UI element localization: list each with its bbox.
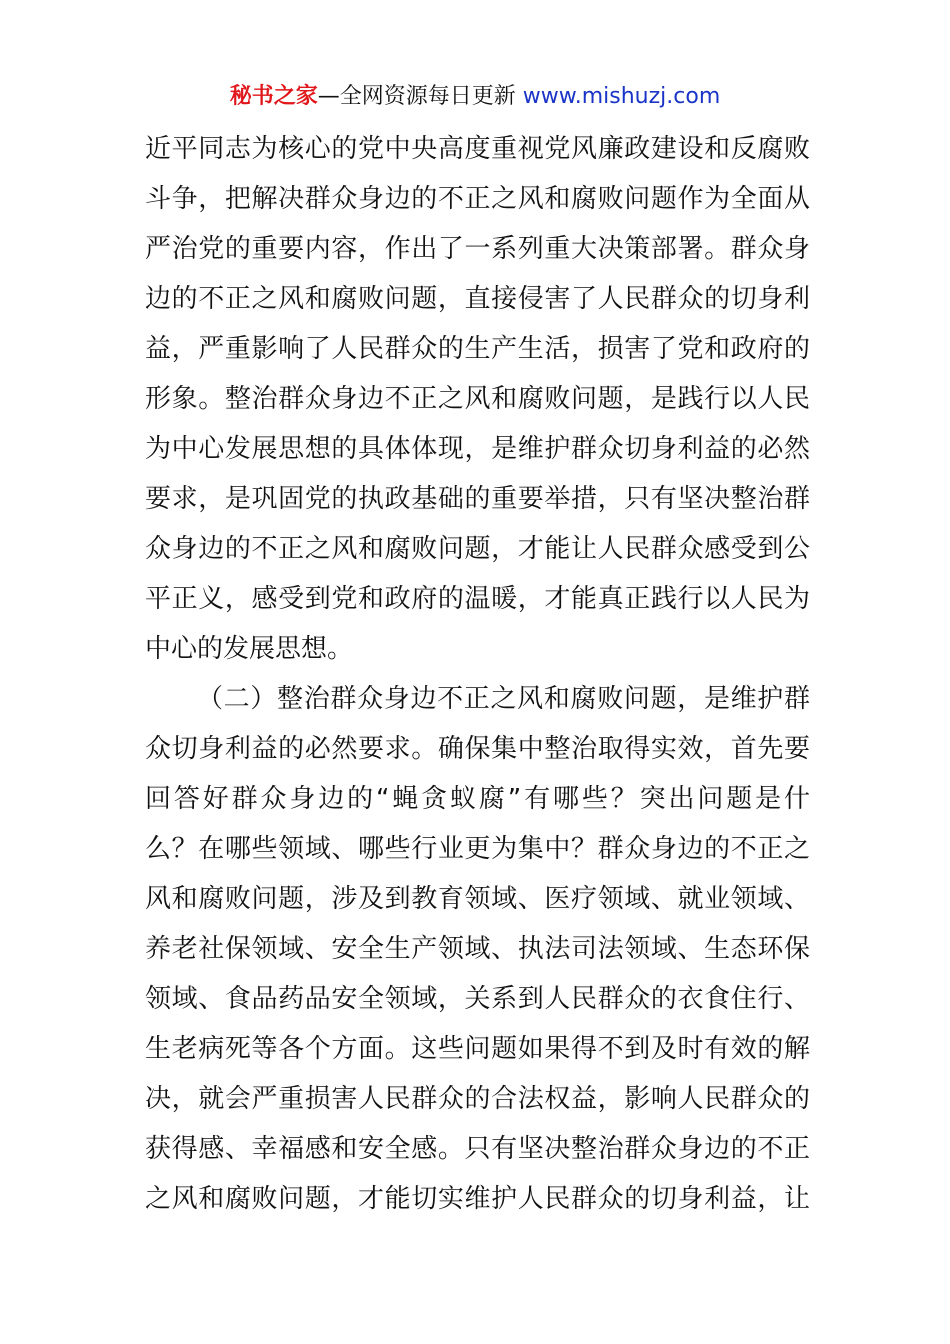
website-link[interactable]: www.mishuzj.com [522, 84, 721, 109]
text-line: 近平同志为核心的党中央高度重视党风廉政建设和反腐败 [145, 134, 810, 164]
text-line: 形象。整治群众身边不正之风和腐败问题，是践行以人民 [145, 384, 810, 414]
header-tagline: —全网资源每日更新 [317, 84, 516, 109]
text-line: 回答好群众身边的“蝇贪蚁腐”有哪些？突出问题是什 [145, 784, 810, 814]
text-line: 众切身利益的必然要求。确保集中整治取得实效，首先要 [145, 734, 810, 764]
text-line: 斗争，把解决群众身边的不正之风和腐败问题作为全面从 [145, 184, 810, 214]
text-line: 要求，是巩固党的执政基础的重要举措，只有坚决整治群 [145, 484, 810, 514]
text-line: 众身边的不正之风和腐败问题，才能让人民群众感受到公 [145, 534, 810, 564]
document-body [145, 124, 810, 1224]
text-line: 风和腐败问题，涉及到教育领域、医疗领域、就业领域、 [145, 884, 810, 914]
text-line: 益，严重影响了人民群众的生产生活，损害了党和政府的 [145, 334, 810, 364]
text-line: 严治党的重要内容，作出了一系列重大决策部署。群众身 [145, 234, 810, 264]
brand-name: 秘书之家 [229, 84, 318, 109]
text-line: 生老病死等各个方面。这些问题如果得不到及时有效的解 [145, 1034, 810, 1064]
text-line: 养老社保领域、安全生产领域、执法司法领域、生态环保 [145, 934, 810, 964]
text-line: 平正义，感受到党和政府的温暖，才能真正践行以人民为 [145, 584, 810, 614]
paragraph-heading-line: （二）整治群众身边不正之风和腐败问题，是维护群 [197, 684, 810, 714]
text-line: 么？在哪些领域、哪些行业更为集中？群众身边的不正之 [145, 834, 810, 864]
text-line: 为中心发展思想的具体体现，是维护群众切身利益的必然 [145, 434, 810, 464]
text-line: 边的不正之风和腐败问题，直接侵害了人民群众的切身利 [145, 284, 810, 314]
text-line: 中心的发展思想。 [145, 634, 354, 664]
page-header [0, 82, 950, 112]
text-line: 之风和腐败问题，才能切实维护人民群众的切身利益，让 [145, 1184, 810, 1214]
text-line: 获得感、幸福感和安全感。只有坚决整治群众身边的不正 [145, 1134, 810, 1164]
text-line: 领域、食品药品安全领域，关系到人民群众的衣食住行、 [145, 984, 810, 1014]
text-line: 决，就会严重损害人民群众的合法权益，影响人民群众的 [145, 1084, 810, 1114]
